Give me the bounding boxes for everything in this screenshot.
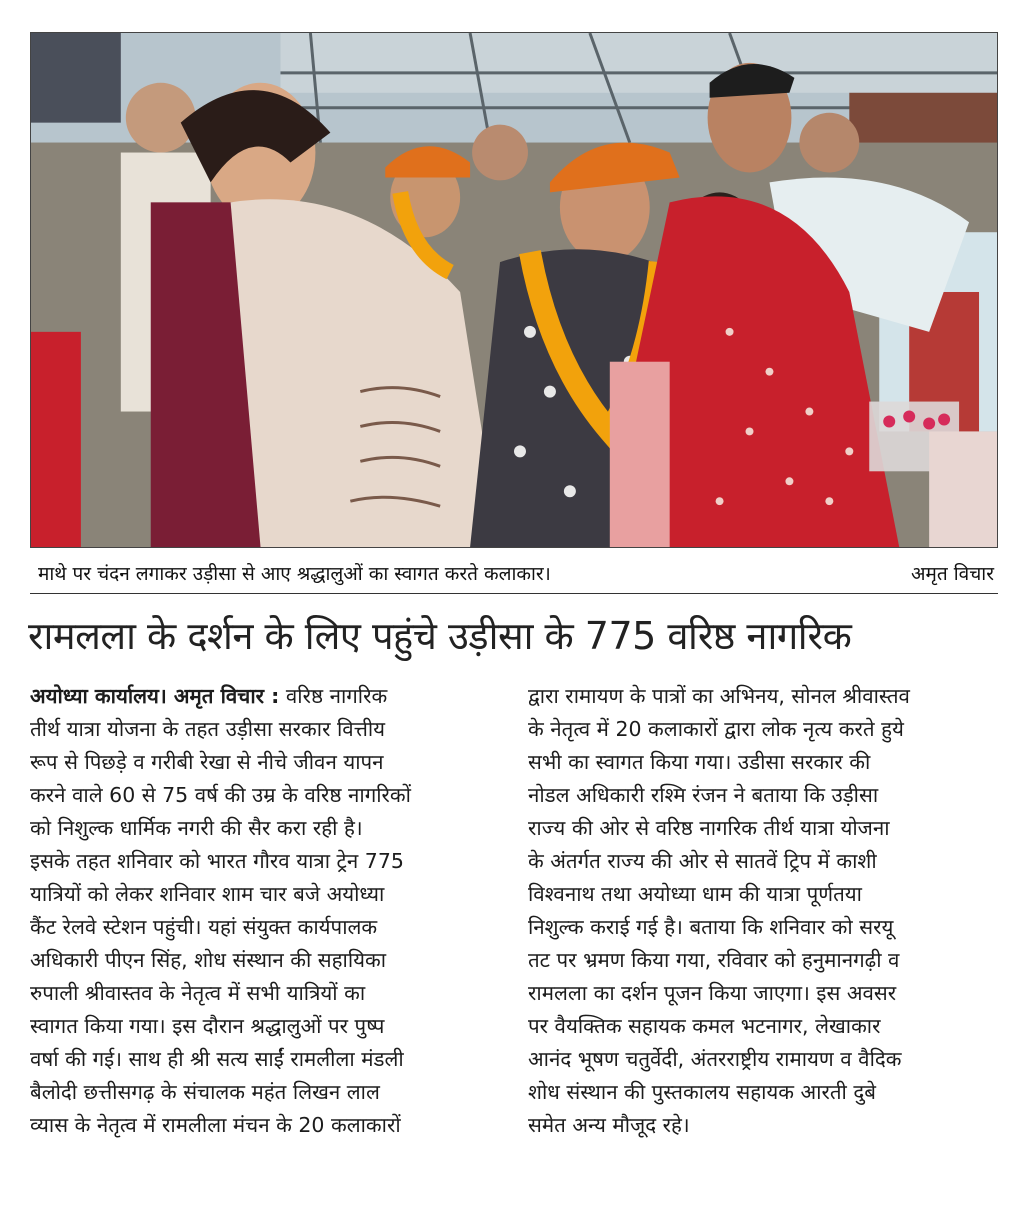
article-line: व्यास के नेतृत्व में रामलीला मंचन के 20 कलाकारों	[30, 1113, 401, 1137]
article-line: यात्रियों को लेकर शनिवार शाम चार बजे अयोध्या	[30, 882, 385, 906]
article-line: वर्षा की गई। साथ ही श्री सत्य साईं रामलीला मंडली	[30, 1047, 404, 1071]
article-line: समेत अन्य मौजूद रहे।	[528, 1113, 690, 1137]
article-line: करने वाले 60 से 75 वर्ष की उम्र के वरिष्ठ नागरिकों	[30, 783, 411, 807]
article-line: द्वारा रामायण के पात्रों का अभिनय, सोनल श्रीवास्तव	[528, 684, 910, 708]
article-line: शोध संस्थान की पुस्तकालय सहायक आरती दुबे	[528, 1080, 876, 1104]
news-photo	[30, 32, 998, 548]
article-line: रामलला का दर्शन पूजन किया जाएगा। इस अवसर	[528, 981, 897, 1005]
article-line: अधिकारी पीएन सिंह, शोध संस्थान की सहायिका	[30, 948, 387, 972]
article-line: के नेतृत्व में 20 कलाकारों द्वारा लोक नृत्य करते हुये	[528, 717, 904, 741]
article-line: राज्य की ओर से वरिष्ठ नागरिक तीर्थ यात्रा योजना	[528, 816, 890, 840]
article-line: स्वागत किया गया। इस दौरान श्रद्धालुओं पर पुष्प	[30, 1014, 385, 1038]
article-line: पर वैयक्तिक सहायक कमल भटनागर, लेखाकार	[528, 1014, 881, 1038]
article-line: आनंद भूषण चतुर्वेदी, अंतरराष्ट्रीय रामायण व वैदिक	[528, 1047, 902, 1071]
photo-caption: माथे पर चंदन लगाकर उड़ीसा से आए श्रद्धालुओं का स्वागत करते कलाकार।	[38, 563, 551, 585]
article-line: अयोध्या कार्यालय। अमृत विचार : वरिष्ठ नागरिक	[30, 684, 388, 708]
article-line: इसके तहत शनिवार को भारत गौरव यात्रा ट्रेन 775	[30, 849, 404, 873]
headline: रामलला के दर्शन के लिए पहुंचे उड़ीसा के 775 वरिष्ठ नागरिक	[28, 614, 852, 658]
article-column-right	[528, 680, 994, 1142]
article-line: रुपाली श्रीवास्तव के नेतृत्व में सभी यात्रियों का	[30, 981, 366, 1005]
article-line: बैलोदी छत्तीसगढ़ के संचालक महंत लिखन लाल	[30, 1080, 380, 1104]
article-line: तट पर भ्रमण किया गया, रविवार को हनुमानगढ़ी व	[528, 948, 900, 972]
article-line: रूप से पिछड़े व गरीबी रेखा से नीचे जीवन यापन	[30, 750, 384, 774]
article-line: तीर्थ यात्रा योजना के तहत उड़ीसा सरकार वित्तीय	[30, 717, 386, 741]
dateline: अयोध्या कार्यालय। अमृत विचार :	[30, 684, 280, 708]
article-line: को निशुल्क धार्मिक नगरी की सैर करा रही है।	[30, 816, 363, 840]
article-line: निशुल्क कराई गई है। बताया कि शनिवार को सरयू	[528, 915, 894, 939]
article-line: नोडल अधिकारी रश्मि रंजन ने बताया कि उड़ीसा	[528, 783, 879, 807]
article-line: के अंतर्गत राज्य की ओर से सातवें ट्रिप में काशी	[528, 849, 877, 873]
article-line: सभी का स्वागत किया गया। उडीसा सरकार की	[528, 750, 871, 774]
photo-credit: अमृत विचार	[911, 563, 994, 585]
article-line: कैंट रेलवे स्टेशन पहुंची। यहां संयुक्त कार्यपालक	[30, 915, 378, 939]
caption-bar	[30, 554, 998, 594]
photo-image	[31, 33, 997, 547]
article-line: विश्वनाथ तथा अयोध्या धाम की यात्रा पूर्णतया	[528, 882, 862, 906]
article-column-left	[30, 680, 496, 1142]
